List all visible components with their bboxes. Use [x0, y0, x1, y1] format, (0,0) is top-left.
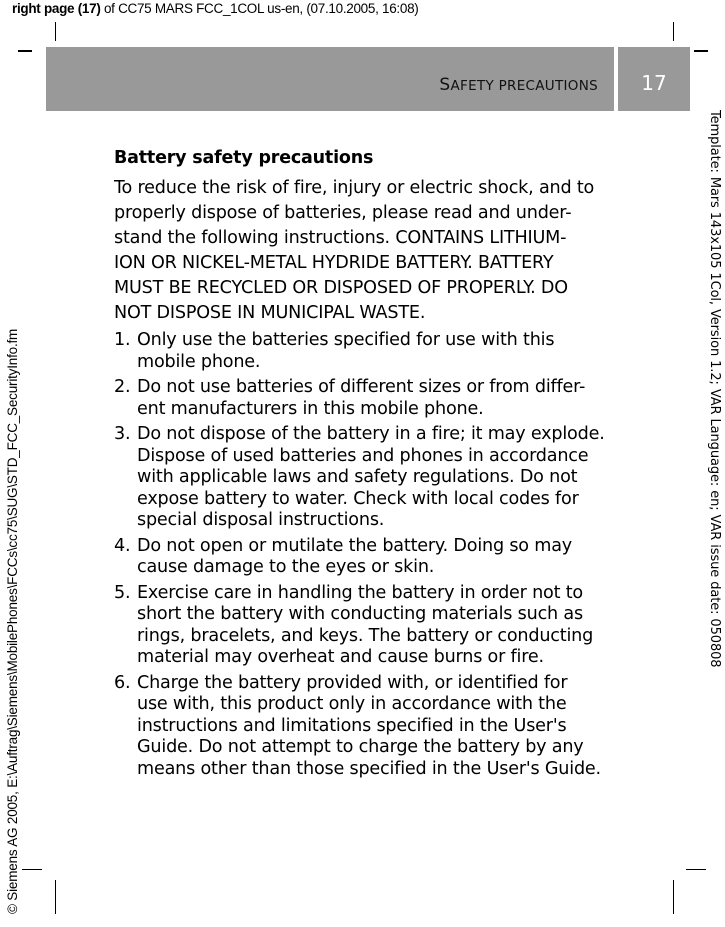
list-item-line: expose battery to water. Check with local codes for [137, 488, 579, 509]
page-number: 17 [641, 71, 667, 95]
intro-line: NOT DISPOSE IN MUNICIPAL WASTE. [114, 303, 426, 323]
crop-mark [686, 869, 706, 870]
crop-mark [55, 22, 56, 41]
list-item-line: with applicable laws and safety regulations. Do not [137, 467, 578, 487]
list-item-line: Charge the battery provided with, or identified for [137, 672, 568, 693]
list-item-line: Guide. Do not attempt to charge the battery by any [137, 737, 584, 757]
section-title-initial: S [439, 75, 451, 95]
list-item [114, 330, 624, 373]
list-item [114, 424, 624, 532]
list-item-line: cause damage to the eyes or skin. [137, 557, 435, 577]
list-item-line: short the battery with conducting materials such as [137, 604, 583, 624]
list-item-line: Exercise care in handling the battery in order not to [137, 582, 583, 603]
list-item-line: material may overheat and cause burns or fire. [137, 647, 544, 667]
page-number-box [618, 47, 690, 111]
list-item-line: Do not open or mutilate the battery. Doing so may [137, 535, 572, 556]
intro-line: To reduce the risk of fire, injury or electric shock, and to [114, 178, 595, 198]
list-item-line: Do not dispose of the battery in a fire; it may explode. [137, 424, 605, 444]
list-item-number: 3. [114, 424, 131, 444]
section-title-rest: AFETY PRECAUTIONS [450, 78, 598, 94]
file-path-info: © Siemens AG 2005, E:\Auftrag\Siemens\MobilePhones\FCCs\cc75\SUG\STD_FCC_SecurityInfo.fm [5, 328, 20, 914]
list-item [114, 377, 624, 420]
crop-mark [673, 22, 674, 41]
intro-line: MUST BE RECYCLED OR DISPOSED OF PROPERLY. DO [114, 278, 568, 298]
list-item-number: 4. [114, 535, 131, 556]
section-heading: Battery safety precautions [114, 148, 374, 168]
list-item-line: special disposal instructions. [137, 510, 385, 530]
list-item-number: 6. [114, 672, 131, 693]
list-item-line: Only use the batteries specified for use with this [137, 330, 555, 350]
list-item-line: instructions and limitations specified in the User's [137, 715, 567, 736]
list-item-line: ent manufacturers in this mobile phone. [137, 398, 484, 419]
list-item-line: Dispose of used batteries and phones in accordance [137, 445, 589, 466]
crop-mark [18, 50, 32, 52]
list-item-line: means other than those specified in the User's Guide. [137, 758, 601, 779]
template-info: Template: Mars 143x105 1Col, Version 1.2; VAR Language: en; VAR issue date: 050808 [707, 110, 722, 668]
list-item-number: 5. [114, 582, 131, 603]
print-info-page: right page (17) [12, 1, 101, 16]
list-item-number: 1. [114, 330, 131, 350]
print-info-detail: of CC75 MARS FCC_1COL us-en, (07.10.2005, 16:08) [100, 1, 419, 16]
precautions-list [114, 330, 624, 780]
crop-mark [673, 880, 674, 914]
list-item-line: use with, this product only in accordance with the [137, 694, 567, 714]
list-item-line: rings, bracelets, and keys. The battery or conducting [137, 625, 594, 646]
list-item [114, 673, 624, 781]
list-item [114, 583, 624, 669]
intro-paragraph [114, 176, 624, 326]
intro-line: ION OR NICKEL-METAL HYDRIDE BATTERY. BATTERY [114, 253, 554, 273]
crop-mark [55, 880, 56, 914]
page-content [114, 148, 624, 784]
print-info [12, 1, 418, 16]
crop-mark [694, 50, 708, 52]
intro-line: properly dispose of batteries, please read and under- [114, 203, 572, 223]
intro-line: stand the following instructions. CONTAINS LITHIUM- [114, 228, 567, 248]
list-item-number: 2. [114, 377, 131, 397]
list-item-line: Do not use batteries of different sizes or from differ- [137, 377, 586, 397]
header-bar [46, 47, 614, 111]
section-title [439, 75, 598, 95]
list-item [114, 536, 624, 579]
crop-mark [22, 869, 42, 870]
list-item-line: mobile phone. [137, 351, 261, 372]
